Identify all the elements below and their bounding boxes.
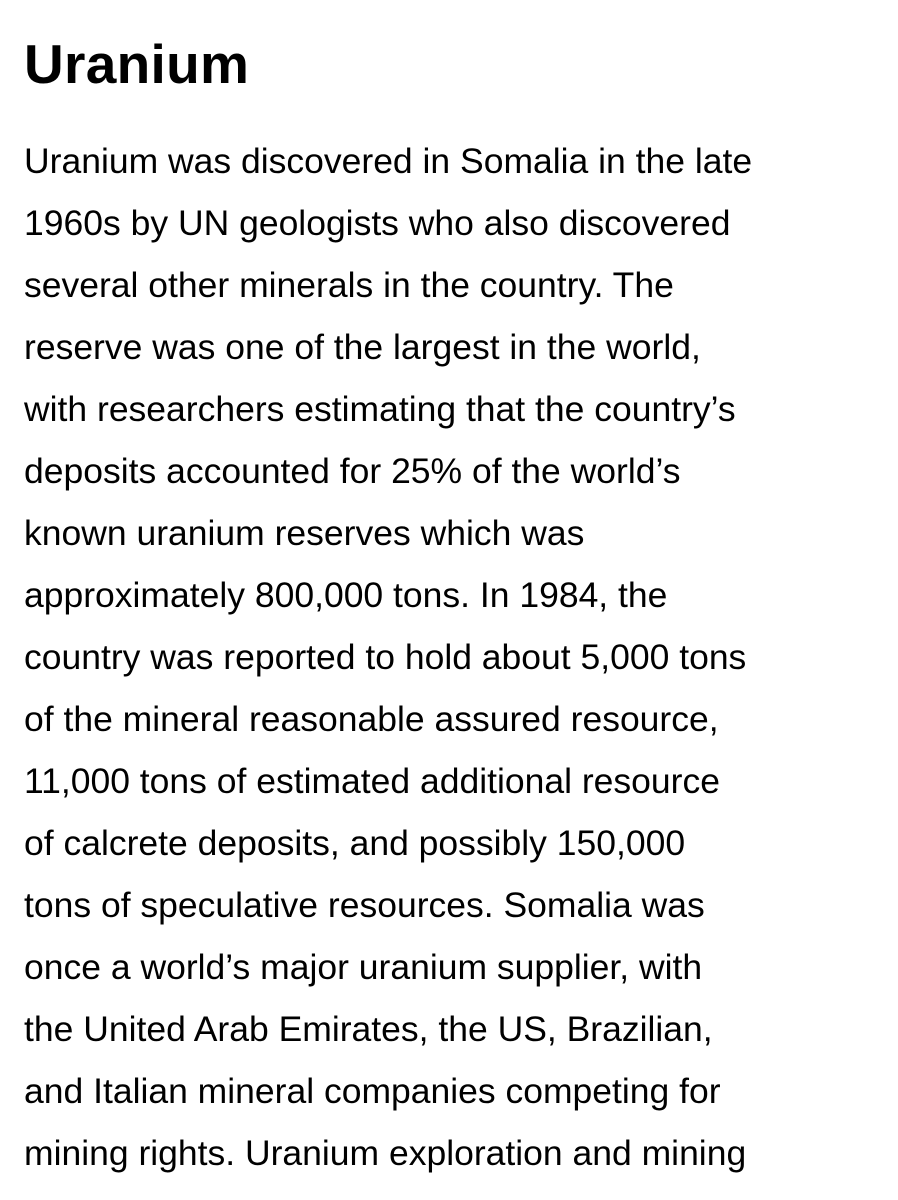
body-line: with researchers estimating that the country’s: [24, 389, 736, 429]
body-line: 1960s by UN geologists who also discovered: [24, 203, 731, 243]
body-line: once a world’s major uranium supplier, with: [24, 947, 703, 987]
body-line: approximately 800,000 tons. In 1984, the: [24, 575, 668, 615]
body-line: Uranium was discovered in Somalia in the late: [24, 141, 753, 181]
body-line: deposits accounted for 25% of the world’s: [24, 451, 681, 491]
body-line: of calcrete deposits, and possibly 150,000: [24, 823, 686, 863]
body-line: the United Arab Emirates, the US, Brazilian,: [24, 1009, 713, 1049]
article-title: Uranium: [24, 33, 250, 95]
body-line: 11,000 tons of estimated additional resource: [24, 761, 720, 801]
body-line: several other minerals in the country. The: [24, 265, 674, 305]
body-line: tons of speculative resources. Somalia was: [24, 885, 705, 925]
body-line: known uranium reserves which was: [24, 513, 585, 553]
body-line: country was reported to hold about 5,000 tons: [24, 637, 747, 677]
article-body: [24, 130, 884, 1184]
body-line: of the mineral reasonable assured resource,: [24, 699, 719, 739]
body-line: reserve was one of the largest in the world,: [24, 327, 701, 367]
body-line: mining rights. Uranium exploration and mining: [24, 1133, 747, 1173]
body-line: and Italian mineral companies competing for: [24, 1071, 721, 1111]
